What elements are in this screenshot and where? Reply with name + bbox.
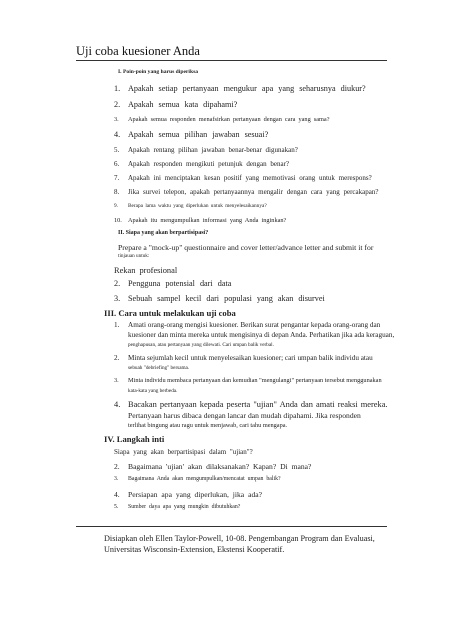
list-item: 4. Persiapan apa yang diperlukan, jika ada?: [114, 490, 262, 499]
list-item-continuation: sebuah "debriefing" bersama.: [128, 365, 190, 371]
list-item: 2. Apakah semua kata dipahami?: [114, 100, 238, 109]
list-item: 5. Apakah rentang pilihan jawaban benar-benar digunakan?: [114, 146, 298, 154]
paragraph-text: tinjauan untuk:: [118, 253, 150, 259]
footer-divider: [76, 526, 387, 527]
list-item-continuation: kuesioner dan minta mereka untuk mengisinya di depan Anda. Perhatikan jika ada keraguan,: [128, 331, 395, 339]
list-item: 4. Apakah semua pilihan jawaban sesuai?: [114, 130, 269, 139]
page-title: Uji coba kuesioner Anda: [76, 44, 200, 58]
list-item: 2. Bagaimana 'ujian' akan dilaksanakan? Kapan? Di mana?: [114, 462, 312, 471]
list-item: 3. Apakah semua responden menafsirkan pertanyaan dengan cara yang sama?: [114, 116, 330, 123]
footer-credit: Universitas Wisconsin-Extension, Ekstensi Kooperatif.: [104, 545, 285, 554]
section-heading: I. Poin-poin yang harus diperiksa: [118, 69, 199, 75]
list-item: 2. Pengguna potensial dari data: [114, 279, 232, 288]
title-divider: [76, 60, 387, 61]
list-item: 10. Apakah itu mengumpulkan informasi yang Anda inginkan?: [114, 217, 287, 224]
list-item: 9. Berapa lama waktu yang diperlukan untuk menyelesaikannya?: [114, 203, 267, 209]
list-item: 3. Minta individu membaca pertanyaan dan kemudian "mengulangi" pertanyaan tersebut menggunakan: [114, 377, 382, 384]
list-item: 5. Sumber daya apa yang mungkin dibutuhkan?: [114, 504, 241, 510]
list-item-continuation: terlihat bingung atau ragu untuk menjawab, cari tahu mengapa.: [128, 422, 288, 429]
list-item: 8. Jika survei telepon, apakah pertanyaannya mengalir dengan cara yang percakapan?: [114, 188, 379, 196]
list-item: 7. Apakah ini menciptakan kesan positif yang memotivasi orang untuk merespons?: [114, 174, 372, 182]
list-item: 1. Apakah setiap pertanyaan mengukur apa yang seharusnya diukur?: [114, 84, 366, 93]
list-item: 2. Minta sejumlah kecil untuk menyelesaikan kuesioner; cari umpan balik individu atau: [114, 354, 373, 362]
paragraph-text: Prepare a "mock-up" questionnaire and cover letter/advance letter and submit it for: [118, 243, 374, 252]
list-item: Siapa yang akan berpartisipasi dalam "ujian"?: [114, 448, 253, 456]
list-item: 6. Apakah responden mengikuti petunjuk dengan benar?: [114, 160, 290, 168]
list-item-continuation: penghapusan, atau pertanyaan yang dilewati. Cari umpan balik verbal.: [128, 342, 274, 348]
list-item: Rekan profesional: [114, 266, 178, 275]
footer-credit: Disiapkan oleh Ellen Taylor-Powell, 10-08. Pengembangan Program dan Evaluasi,: [104, 534, 375, 543]
list-item: 3. Bagaimana Anda akan mengumpulkan/mencatat umpan balik?: [114, 476, 281, 482]
list-item-continuation: kata-kata yang berbeda.: [128, 388, 178, 394]
section-heading: III. Cara untuk melakukan uji coba: [104, 308, 236, 318]
list-item-continuation: Pertanyaan harus dibaca dengan lancar dan mudah dipahami. Jika responden: [128, 411, 361, 420]
list-item: 3. Sebuah sampel kecil dari populasi yang akan disurvei: [114, 294, 325, 303]
section-heading: IV. Langkah inti: [104, 434, 165, 444]
list-item: 1. Amati orang-orang mengisi kuesioner. Berikan surat pengantar kepada orang-orang dan: [114, 321, 381, 329]
section-heading: II. Siapa yang akan berpartisipasi?: [118, 230, 209, 236]
list-item: 4. Bacakan pertanyaan kepada peserta "ujian" Anda dan amati reaksi mereka.: [114, 400, 388, 409]
